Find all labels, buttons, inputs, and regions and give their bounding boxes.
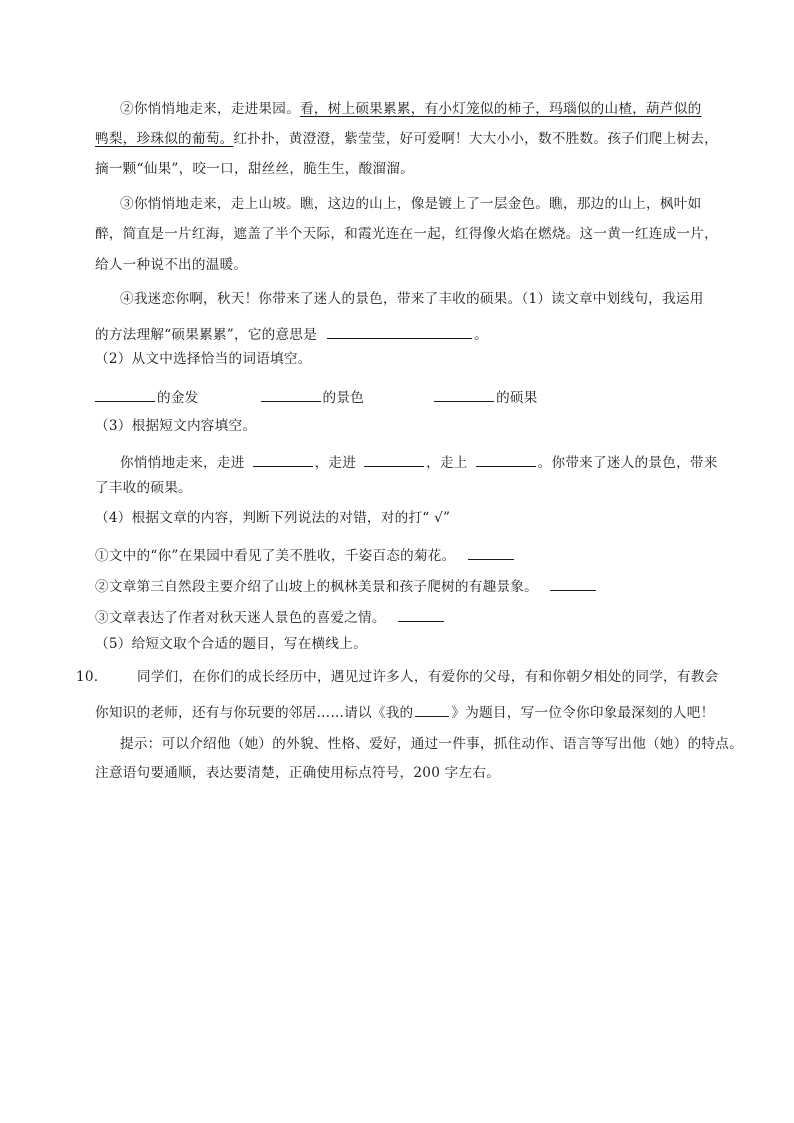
hint-line-2: 注意语句要通顺，表达要清楚，正确使用标点符号，200 字左右。 [95, 765, 501, 781]
paragraph-2-line-1 [120, 103, 701, 127]
q3-part-3: ，走上 [426, 455, 468, 471]
q3-blank-2[interactable] [364, 452, 424, 467]
q2-item-3: 的硕果 [496, 390, 538, 406]
q4-statement-2 [95, 576, 598, 600]
q4-blank-3[interactable] [398, 607, 444, 622]
q4-statement-3-text: ③文章表达了作者对秋天迷人景色的喜爱之情。 [95, 610, 386, 626]
paragraph-3-line-1: ③你悄悄地走来，走上山坡。瞧，这边的山上，像是镀上了一层金色。瞧，那边的山上，枫叶如 [120, 196, 702, 212]
paragraph-2-line-3 [95, 163, 414, 187]
paragraph-3-line-3: 给人一种说不出的温暖。 [95, 257, 248, 273]
q3-part-2: ，走进 [314, 455, 357, 471]
q4-statement-2-text: ②文章第三自然段主要介绍了山坡上的枫林美景和孩子爬树的有趣景象。 [95, 579, 538, 595]
title-blank[interactable] [415, 702, 449, 717]
q3-blank-3[interactable] [476, 452, 536, 467]
paragraph-2-intro: ②你悄悄地走来，走进果园。 [120, 101, 300, 117]
q2-blank-1[interactable] [95, 387, 155, 402]
paragraph-2-rest-1: 红扑扑，黄澄澄，紫莹莹，好可爱啊！大大小小，数不胜数。孩子们爬上树去， [233, 131, 718, 147]
q3-prompt: （3）根据短文内容填空。 [95, 418, 257, 434]
q4-statement-3 [95, 607, 446, 631]
q2-blank-3[interactable] [434, 387, 494, 402]
q4-statement-1-text: ①文中的“你”在果园中看见了美不胜收，千姿百态的菊花。 [95, 548, 456, 564]
paragraph-2-line-2 [95, 133, 718, 157]
underlined-sentence-part-1: 看，树上硕果累累，有小灯笼似的柿子，玛瑙似的山楂，葫芦似的 [299, 101, 702, 117]
q3-line-2: 了丰收的硕果。 [95, 480, 192, 496]
q2-blank-2[interactable] [261, 387, 321, 402]
paragraph-4-line-2 [95, 324, 488, 348]
q2-item-2: 的景色 [322, 390, 365, 406]
q3-line-1 [120, 452, 718, 476]
q4-statement-1 [95, 545, 516, 569]
question-10-line-2-after: 》为题目，写一位令你印象最深刻的人吧！ [451, 705, 715, 721]
q4-prompt: （4）根据文章的内容，判断下列说法的对错，对的打“ √” [95, 510, 451, 526]
paragraph-3-line-2: 醉，简直是一片红海，遮盖了半个天际，和霞光连在一起，红得像火焰在燃烧。这一黄一红连成一片， [95, 226, 718, 242]
question-10-line-1: 同学们，在你们的成长经历中，遇见过许多人，有爱你的父母，有和你朝夕相处的同学，有教会 [137, 669, 719, 685]
underlined-sentence-part-2: 鸭梨，珍珠似的葡萄。 [95, 131, 234, 147]
paragraph-4-line-1: ④我迷恋你啊，秋天！你带来了迷人的景色，带来了丰收的硕果。（1）读文章中划线句，我运用 [120, 291, 704, 307]
q1-answer-blank[interactable] [327, 324, 472, 339]
q3-part-1: 你悄悄地走来，走进 [120, 455, 245, 471]
q3-part-4: 。你带来了迷人的景色，带来 [537, 455, 718, 471]
q2-items [95, 387, 538, 411]
question-10-line-2-before: 你知识的老师，还有与你玩要的邻居……请以《我的 [95, 705, 414, 721]
q5-prompt: （5）给短文取个合适的题目，写在横线上。 [95, 636, 367, 652]
q2-item-1: 的金发 [157, 390, 199, 406]
q2-prompt: （2）从文中选择恰当的词语填空。 [95, 351, 312, 367]
hint-line-1: 提示：可以介绍他（她）的外貌、性格、爱好，通过一件事，抓住动作、语言等写出他（她）的特点。 [120, 736, 743, 752]
q3-blank-1[interactable] [253, 452, 313, 467]
paragraph-2-rest-2: 摘一颗“仙果”，咬一口，甜丝丝，脆生生，酸溜溜。 [95, 161, 414, 177]
q4-blank-1[interactable] [468, 545, 514, 560]
q4-blank-2[interactable] [550, 576, 596, 591]
q1-text: 的方法理解“硕果累累”，它的意思是 [95, 327, 318, 343]
question-10-line-2 [95, 702, 714, 726]
q1-end: 。 [474, 327, 488, 343]
question-10-number: 10. [76, 669, 99, 685]
